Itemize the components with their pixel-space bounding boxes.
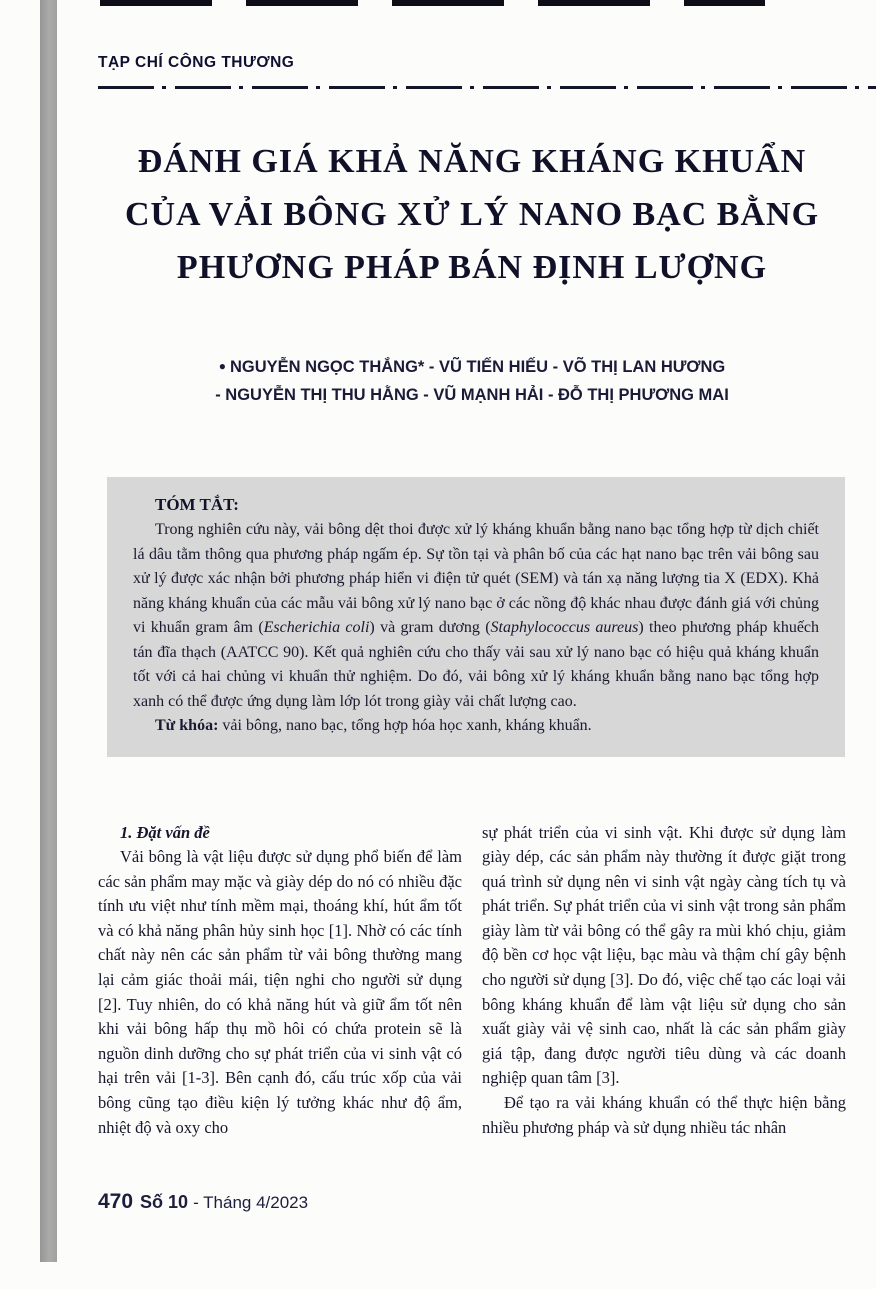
author-bullet-icon: ● <box>218 359 226 373</box>
body-column-1 <box>98 821 462 1141</box>
keywords-text: vải bông, nano bạc, tổng hợp hóa học xanh, kháng khuẩn. <box>218 717 592 734</box>
section-1-heading: 1. Đặt vấn đề <box>120 822 210 842</box>
authors-block <box>98 352 846 409</box>
body-paragraph-col2-second: Để tạo ra vải kháng khuẩn có thể thực hiện bằng nhiều phương pháp và sử dụng nhiều tác nhân <box>482 1093 846 1137</box>
authors-line-1 <box>98 352 846 381</box>
abstract-paragraph: Trong nghiên cứu này, vải bông dệt thoi được xử lý kháng khuẩn bằng nano bạc tổng hợp từ dịch chiết lá dâu tằm thông qua phương pháp ngấm ép. Sự tồn tại và phân bố của các hạt nano bạc trên vải bông sau xử lý được xác nhận bởi phương pháp hiển vi điện tử quét (SEM) và tán xạ năng lượng tia X (EDX). Khả năng kháng khuẩn của các mẫu vải bông xử lý nano bạc ở các nồng độ khác nhau được đánh giá với chủng vi khuẩn gram âm (Escherichia coli) và gram dương (Staphylococcus aureus) theo phương pháp khuếch tán đĩa thạch (AATCC 90). Kết quả nghiên cứu cho thấy vải sau xử lý nano bạc có hiệu quả kháng khuẩn tốt với cả hai chủng vi khuẩn thử nghiệm. Do đó, vải bông xử lý kháng khuẩn bằng nano bạc tổng hợp xanh có thể được ứng dụng làm lớp lót trong giày vải chất lượng cao. <box>133 521 820 710</box>
journal-name: TẠP CHÍ CÔNG THƯƠNG <box>98 54 295 71</box>
body-paragraph-col1: Vải bông là vật liệu được sử dụng phổ biến để làm các sản phẩm may mặc và giày dép do nó có nhiều đặc tính ưu việt như tính mềm mại, thoáng khí, hút ẩm tốt và có khả năng phân hủy sinh học [1]. Nhờ có các tính chất này nên các sản phẩm từ vải bông thường mang lại cảm giác thoải mái, tiện nghi cho người sử dụng [2]. Tuy nhiên, do có khả năng hút và giữ ẩm tốt nên khi vải bông hấp thụ mồ hôi có chứa protein sẽ là nguồn dinh dưỡng cho sự phát triển của vi sinh vật có hại trên vải [1-3]. Bên cạnh đó, cấu trúc xốp của vải bông cũng tạo điều kiện lý tưởng khác như độ ẩm, nhiệt độ và oxy cho <box>98 847 462 1137</box>
abstract-heading: TÓM TẮT: <box>155 495 239 514</box>
page-footer <box>98 1190 308 1214</box>
spine-bar <box>40 0 57 1262</box>
keywords-line <box>133 714 819 739</box>
article-title-line-2: CỦA VẢI BÔNG XỬ LÝ NANO BẠC BẰNG <box>124 196 820 233</box>
authors-line-1-text: NGUYỄN NGỌC THẮNG* - VŨ TIẾN HIẾU - VÕ THỊ LAN HƯƠNG <box>229 358 726 376</box>
abstract-box <box>107 477 845 757</box>
article-title-line-3: PHƯƠNG PHÁP BÁN ĐỊNH LƯỢNG <box>176 249 768 286</box>
body-paragraph-col2-continuation: sự phát triển của vi sinh vật. Khi được sử dụng làm giày dép, các sản phẩm này thường ít được giặt trong quá trình sử dụng nên vi sinh vật ngày càng tích tụ và phát triển. Sự phát triển của vi sinh vật trong sản phẩm giày làm từ vải bông có thể gây ra mùi khó chịu, giảm độ bền cơ học vật liệu, bạc màu và thậm chí gây bệnh cho người sử dụng [3]. Do đó, việc chế tạo các loại vải bông kháng khuẩn để làm vật liệu sử dụng cho sản xuất giày vải vệ sinh cao, nhất là các sản phẩm giày giá tập, đang được người tiêu dùng và các doanh nghiệp quan tâm [3]. <box>482 822 846 1088</box>
keywords-label: Từ khóa: <box>155 717 219 734</box>
article-title-line-1: ĐÁNH GIÁ KHẢ NĂNG KHÁNG KHUẨN <box>137 143 807 180</box>
issue-date: - Tháng 4/2023 <box>193 1193 309 1212</box>
header-rule <box>98 86 876 89</box>
article-body <box>98 821 846 1141</box>
page-number: 470 <box>98 1190 134 1213</box>
issue-label: Số 10 <box>140 1192 189 1212</box>
article-title <box>98 135 846 294</box>
authors-line-2: - NGUYỄN THỊ THU HẰNG - VŨ MẠNH HẢI - ĐỖ THỊ PHƯƠNG MAI <box>215 386 729 404</box>
body-column-2 <box>482 821 846 1141</box>
page-content <box>98 0 846 1140</box>
